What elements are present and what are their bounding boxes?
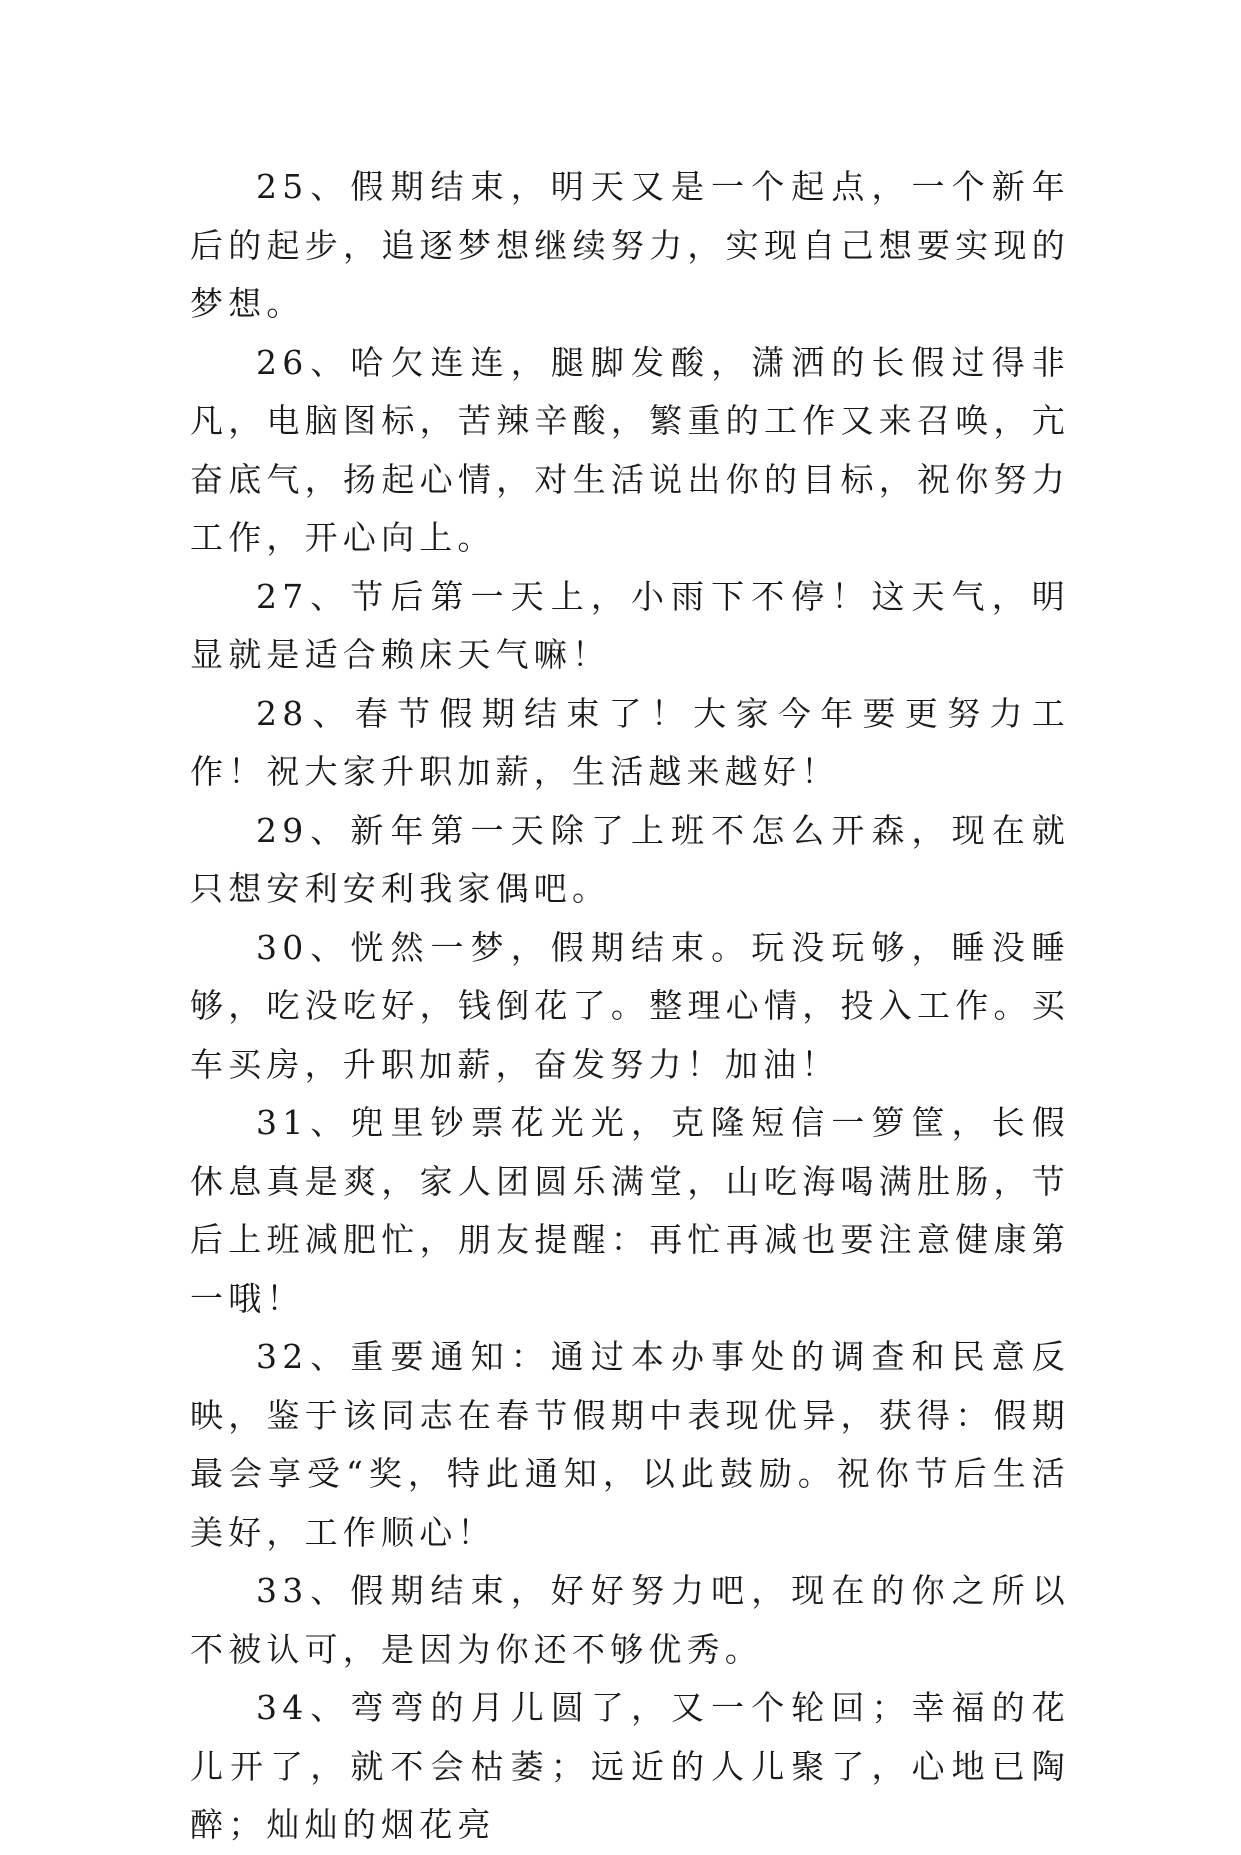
paragraph-27: 27、节后第一天上，小雨下不停！这天气，明显就是适合赖床天气嘛！ (190, 576, 1070, 674)
paragraph-29: 29、新年第一天除了上班不怎么开森，现在就只想安利安利我家偶吧。 (190, 810, 1070, 908)
paragraph-31: 31、兜里钞票花光光，克隆短信一箩筐，长假休息真是爽，家人团圆乐满堂，山吃海喝满肚肠，节后上班减肥忙，朋友提醒：再忙再减也要注意健康第一哦！ (190, 1103, 1070, 1318)
paragraph-25: 25、假期结束，明天又是一个起点，一个新年后的起步，追逐梦想继续努力，实现自己想要实现的梦想。 (190, 167, 1070, 323)
document-body (190, 158, 1070, 1855)
paragraph-26: 26、哈欠连连，腿脚发酸，潇洒的长假过得非凡，电脑图标，苦辣辛酸，繁重的工作又来召唤，亢奋底气，扬起心情，对生活说出你的目标，祝你努力工作，开心向上。 (190, 342, 1070, 557)
paragraph-30: 30、恍然一梦，假期结束。玩没玩够，睡没睡够，吃没吃好，钱倒花了。整理心情，投入工作。买车买房，升职加薪，奋发努力！加油！ (190, 927, 1070, 1084)
paragraph-33: 33、假期结束，好好努力吧，现在的你之所以不被认可，是因为你还不够优秀。 (190, 1571, 1070, 1669)
paragraph-34: 34、弯弯的月儿圆了，又一个轮回；幸福的花儿开了，就不会枯萎；远近的人儿聚了，心地已陶醉；灿灿的烟花亮 (190, 1688, 1070, 1844)
paragraph-32: 32、重要通知：通过本办事处的调查和民意反映，鉴于该同志在春节假期中表现优异，获得：假期最会享受“奖，特此通知，以此鼓励。祝你节后生活美好，工作顺心！ (190, 1337, 1070, 1552)
paragraph-28: 28、春节假期结束了！大家今年要更努力工作！祝大家升职加薪，生活越来越好！ (190, 693, 1070, 791)
